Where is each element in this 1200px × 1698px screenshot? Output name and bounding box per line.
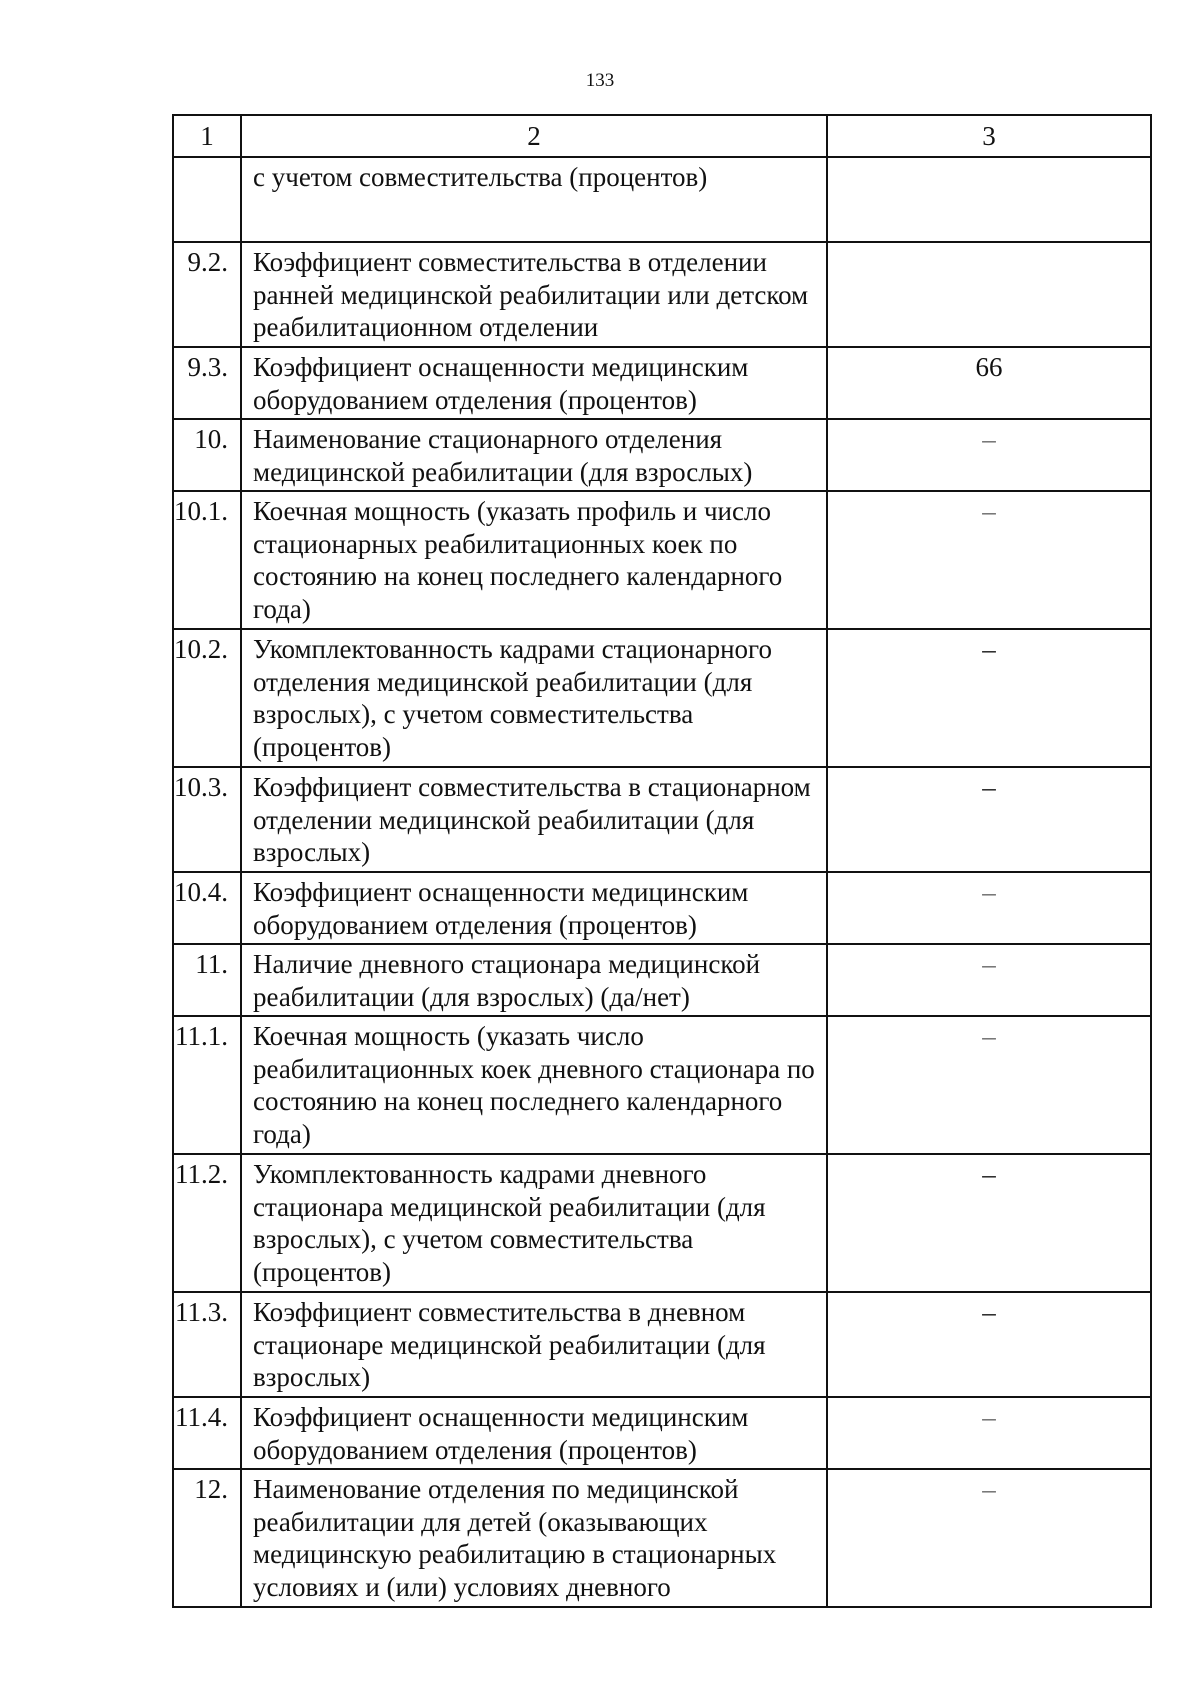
table-row: [173, 491, 1151, 629]
table-row: [173, 1154, 1151, 1292]
row-value: [827, 157, 1151, 242]
table-row: [173, 629, 1151, 767]
table-row: [173, 347, 1151, 419]
row-description: Укомплектованность кадрами дневного стационара медицинской реабилитации (для взрослых), с учетом совместительства (процентов): [241, 1154, 827, 1292]
row-value: [827, 242, 1151, 347]
row-description: с учетом совместительства (процентов): [241, 157, 827, 242]
row-number: 11.4.: [173, 1397, 241, 1469]
row-description: Коэффициент оснащенности медицинским оборудованием отделения (процентов): [241, 872, 827, 944]
row-description: Наименование стационарного отделения медицинской реабилитации (для взрослых): [241, 419, 827, 491]
row-number: 10.: [173, 419, 241, 491]
row-description: Наличие дневного стационара медицинской реабилитации (для взрослых) (да/нет): [241, 944, 827, 1016]
row-description: Коэффициент совместительства в отделении ранней медицинской реабилитации или детском реабилитационном отделении: [241, 242, 827, 347]
table-row: [173, 419, 1151, 491]
row-value: –: [827, 1397, 1151, 1469]
row-number: 9.3.: [173, 347, 241, 419]
table-row: [173, 1016, 1151, 1154]
page-number: 133: [585, 70, 615, 91]
row-value: –: [827, 419, 1151, 491]
document-table: [172, 114, 1152, 1608]
table-row: [173, 157, 1151, 242]
row-value: –: [827, 1016, 1151, 1154]
row-value: –: [827, 491, 1151, 629]
row-number: [173, 157, 241, 242]
row-number: 10.4.: [173, 872, 241, 944]
row-number: 11.1.: [173, 1016, 241, 1154]
header-col-3: 3: [827, 115, 1151, 157]
row-number: 12.: [173, 1469, 241, 1607]
row-number: 10.1.: [173, 491, 241, 629]
row-number: 10.2.: [173, 629, 241, 767]
table-row: [173, 1292, 1151, 1397]
row-number: 11.: [173, 944, 241, 1016]
row-number: 11.3.: [173, 1292, 241, 1397]
table-row: [173, 242, 1151, 347]
row-value: –: [827, 767, 1151, 872]
header-col-2: 2: [241, 115, 827, 157]
row-value: –: [827, 1154, 1151, 1292]
row-number: 9.2.: [173, 242, 241, 347]
row-description: Коэффициент оснащенности медицинским оборудованием отделения (процентов): [241, 347, 827, 419]
row-value: –: [827, 1292, 1151, 1397]
row-description: Коэффициент совместительства в стационарном отделении медицинской реабилитации (для взрослых): [241, 767, 827, 872]
table-row: [173, 1397, 1151, 1469]
table-row: [173, 944, 1151, 1016]
row-value: –: [827, 944, 1151, 1016]
table-row: [173, 872, 1151, 944]
row-value: –: [827, 1469, 1151, 1607]
table-row: [173, 1469, 1151, 1607]
row-number: 11.2.: [173, 1154, 241, 1292]
row-description: Коэффициент совместительства в дневном стационаре медицинской реабилитации (для взрослых): [241, 1292, 827, 1397]
row-description: Укомплектованность кадрами стационарного отделения медицинской реабилитации (для взрослых), с учетом совместительства (процентов): [241, 629, 827, 767]
row-value: –: [827, 629, 1151, 767]
row-value: –: [827, 872, 1151, 944]
row-value: 66: [827, 347, 1151, 419]
table-header-row: [173, 115, 1151, 157]
row-description: Коечная мощность (указать число реабилитационных коек дневного стационара по состоянию на конец последнего календарного года): [241, 1016, 827, 1154]
row-description: Коечная мощность (указать профиль и число стационарных реабилитационных коек по состоянию на конец последнего календарного года): [241, 491, 827, 629]
header-col-1: 1: [173, 115, 241, 157]
row-description: Наименование отделения по медицинской реабилитации для детей (оказывающих медицинскую реабилитацию в стационарных условиях и (или) условиях дневного: [241, 1469, 827, 1607]
table-row: [173, 767, 1151, 872]
row-description: Коэффициент оснащенности медицинским оборудованием отделения (процентов): [241, 1397, 827, 1469]
row-number: 10.3.: [173, 767, 241, 872]
